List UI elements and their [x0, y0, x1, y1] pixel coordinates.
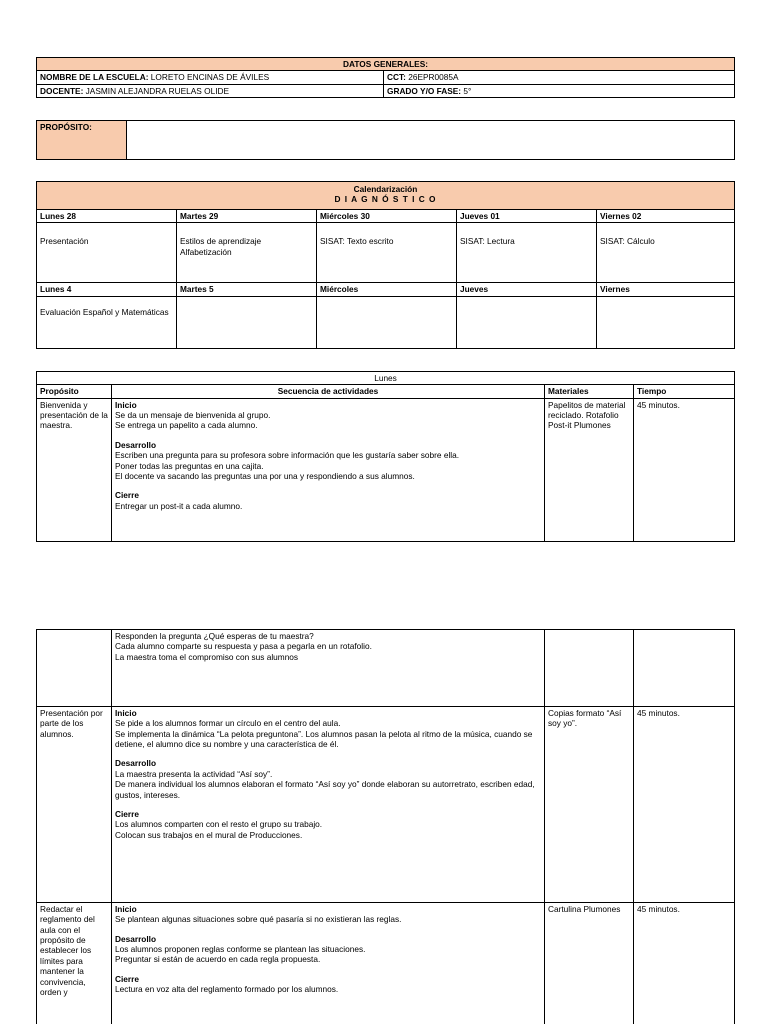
activity-line: Los alumnos comparten con el resto el grupo su trabajo. — [115, 819, 323, 830]
cal-day: Jueves 01 — [457, 210, 597, 223]
activity-line: La maestra toma el compromiso con sus alumnos — [115, 651, 299, 662]
row-secuencia — [112, 398, 545, 541]
cct-cell — [384, 71, 735, 84]
cal-day: Miércoles — [317, 283, 457, 297]
activity-line: De manera individual los alumnos elaboran el formato “Así soy yo” donde elaboran su autorretrato, escriben edad, gustos, intereses. — [115, 779, 535, 800]
activity-line: Cada alumno comparte su respuesta y pasa a pegarla en un rotafolio. — [115, 641, 372, 652]
cal-activity: SISAT: Cálculo — [597, 223, 735, 283]
grado-cell — [384, 84, 735, 97]
docente-label: DOCENTE: — [40, 85, 84, 96]
activity-line: Colocan sus trabajos en el mural de Producciones. — [115, 829, 303, 840]
calendario-header — [37, 182, 735, 210]
activity-line: Se da un mensaje de bienvenida al grupo. — [115, 410, 271, 421]
docente-value: JASMIN ALEJANDRA RUELAS OLIDE — [83, 85, 230, 96]
proposito-label: PROPÓSITO: — [37, 121, 127, 160]
cal-day: Miércoles 30 — [317, 210, 457, 223]
cct-value: 26EPR0085A — [405, 72, 459, 83]
row-proposito: Presentación por parte de los alumnos. — [37, 707, 112, 903]
inicio-label: Inicio — [115, 399, 137, 410]
row-materiales — [545, 630, 634, 707]
docente-cell — [37, 84, 384, 97]
cal-day: Lunes 28 — [37, 210, 177, 223]
activity-line: Se pide a los alumnos formar un círculo en el centro del aula. — [115, 718, 341, 729]
activity-line: Entregar un post-it a cada alumno. — [115, 500, 243, 511]
activity-line: Lectura en voz alta del reglamento formado por los alumnos. — [115, 984, 339, 995]
escuela-value: LORETO ENCINAS DE ÁVILES — [148, 72, 270, 83]
cierre-label: Cierre — [115, 490, 139, 501]
col-materiales: Materiales — [545, 385, 634, 398]
cal-day: Lunes 4 — [37, 283, 177, 297]
row-secuencia — [112, 707, 545, 903]
desarrollo-label: Desarrollo — [115, 758, 157, 769]
col-proposito: Propósito — [37, 385, 112, 398]
cal-activity: Presentación — [37, 223, 177, 283]
escuela-cell — [37, 71, 384, 84]
activity-line: La maestra presenta la actividad “Así soy”. — [115, 768, 273, 779]
activity-line: Se plantean algunas situaciones sobre qué pasaría si no existieran las reglas. — [115, 914, 402, 925]
calendario-title: Calendarización — [353, 184, 418, 194]
col-secuencia: Secuencia de actividades — [112, 385, 545, 398]
activity-line: Escriben una pregunta para su profesora sobre información que les gustaría saber sobre ella. — [115, 450, 460, 461]
datos-generales-table — [36, 57, 735, 98]
datos-title: DATOS GENERALES: — [37, 58, 735, 71]
cal-activity — [317, 297, 457, 349]
activity-line: Los alumnos proponen reglas conforme se plantean las situaciones. — [115, 944, 366, 955]
calendario-table — [36, 181, 735, 349]
activity-line: Se implementa la dinámica “La pelota preguntona”. Los alumnos pasan la pelota al ritmo de la música, cuando se detiene, el alumno dice su nombre y una característica de él. — [115, 728, 533, 750]
row-tiempo: 45 minutos. — [634, 707, 735, 903]
row-secuencia — [112, 903, 545, 1024]
escuela-label: NOMBRE DE LA ESCUELA: — [40, 72, 149, 83]
row-proposito: Bienvenida y presentación de la maestra. — [37, 398, 112, 541]
cierre-label: Cierre — [115, 808, 139, 819]
activity-line: Preguntar si están de acuerdo en cada regla propuesta. — [115, 954, 321, 965]
activity-line: El docente va sacando las preguntas una por una y respondiendo a sus alumnos. — [115, 470, 415, 481]
row-tiempo: 45 minutos. — [634, 398, 735, 541]
col-tiempo: Tiempo — [634, 385, 735, 398]
desarrollo-label: Desarrollo — [115, 933, 157, 944]
cct-label: CCT: — [387, 72, 406, 83]
row-materiales: Papelitos de material reciclado. Rotafolio Post-it Plumones — [545, 398, 634, 541]
row-proposito — [37, 630, 112, 707]
inicio-label: Inicio — [115, 708, 137, 718]
lunes-title: Lunes — [37, 372, 735, 385]
proposito-table — [36, 120, 735, 160]
calendario-subtitle: D I A G N Ó S T I C O — [334, 194, 437, 205]
cal-activity — [457, 297, 597, 349]
desarrollo-label: Desarrollo — [115, 439, 157, 450]
cal-day: Viernes — [597, 283, 735, 297]
cal-activity — [597, 297, 735, 349]
row-materiales: Copias formato “Así soy yo”. — [545, 707, 634, 903]
cal-activity — [177, 297, 317, 349]
cal-day: Martes 5 — [177, 283, 317, 297]
lunes-continuation-table — [36, 629, 735, 1024]
row-secuencia — [112, 630, 545, 707]
row-materiales: Cartulina Plumones — [545, 903, 634, 1024]
cal-activity: Estilos de aprendizaje Alfabetización — [177, 223, 317, 283]
row-tiempo — [634, 630, 735, 707]
cal-day: Viernes 02 — [597, 210, 735, 223]
row-proposito: Redactar el reglamento del aula con el propósito de establecer los límites para mantener la convivencia, orden y — [37, 903, 112, 1024]
cal-day: Jueves — [457, 283, 597, 297]
row-tiempo: 45 minutos. — [634, 903, 735, 1024]
activity-line: Se entrega un papelito a cada alumno. — [115, 420, 258, 431]
inicio-label: Inicio — [115, 904, 137, 914]
cierre-label: Cierre — [115, 973, 139, 984]
lunes-table — [36, 371, 735, 542]
activity-line: Poner todas las preguntas en una cajita. — [115, 460, 264, 471]
cal-day: Martes 29 — [177, 210, 317, 223]
cal-activity: SISAT: Lectura — [457, 223, 597, 283]
grado-value: 5° — [461, 85, 472, 96]
proposito-value — [127, 121, 735, 160]
grado-label: GRADO Y/O FASE: — [387, 85, 462, 96]
activity-line: Responden la pregunta ¿Qué esperas de tu maestra? — [115, 631, 314, 641]
cal-activity: Evaluación Español y Matemáticas — [37, 297, 177, 349]
cal-activity: SISAT: Texto escrito — [317, 223, 457, 283]
